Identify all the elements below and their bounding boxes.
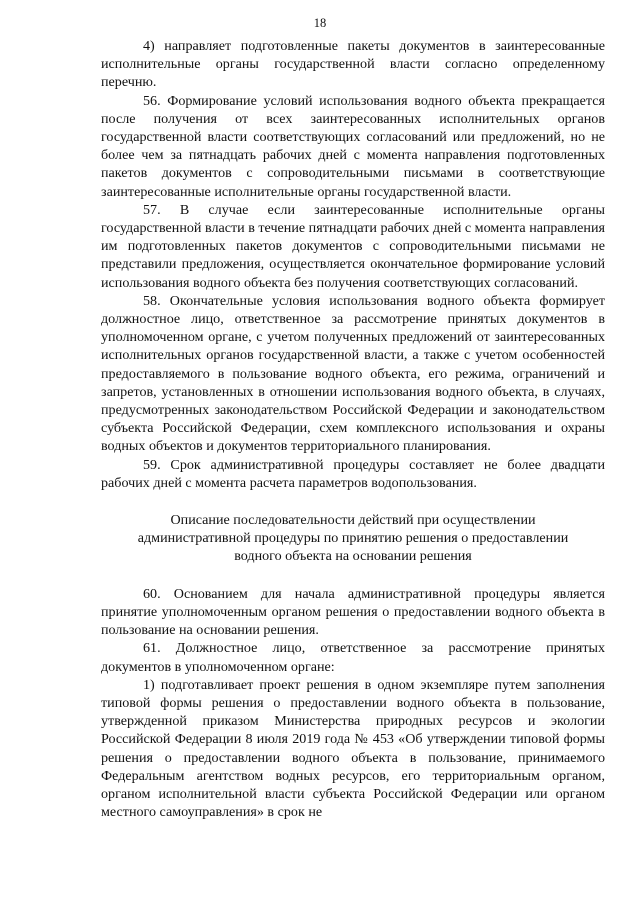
section-heading-line-3: водного объекта на основании решения (234, 548, 472, 565)
section-heading (101, 511, 605, 566)
paragraph-59: 59. Срок административной процедуры составляет не более двадцати рабочих дней с момента расчета параметров водопользования. (101, 456, 605, 491)
section-heading-line-1: Описание последовательности действий при осуществлении (170, 512, 536, 529)
document-body (101, 37, 605, 821)
paragraph-60: 60. Основанием для начала административной процедуры является принятие уполномоченным органом решения о предоставлении водного объекта в пользование на основании решения. (101, 585, 605, 639)
paragraph-61: 61. Должностное лицо, ответственное за рассмотрение принятых документов в уполномоченном органе: (101, 640, 605, 675)
paragraph-56: 56. Формирование условий использования водного объекта прекращается после получения от всех заинтересованных исполнительных органов государственной власти соответствующих согласований или предложений, но не более чем за пятнадцать рабочих дней с момента направления подготовленных пакетов документов с сопроводительными письмами в соответствующие заинтересованные исполнительные органы государственной власти. (101, 92, 605, 200)
paragraph-58: 58. Окончательные условия использования водного объекта формирует должностное лицо, ответственное за рассмотрение принятых документов в уполномоченном органе, с учетом полученных предложений от заинтересованных исполнительных органов государственной власти, а также с учетом особенностей предоставляемого в пользование водного объекта, его режима, ограничений и запретов, установленных в отношении использования водного объекта, в случаях, предусмотренных законодательством Российской Федерации и законодательством субъекта Российской Федерации, схем комплексного использования и охраны водных объектов и документов территориального планирования. (101, 292, 605, 455)
page-number: 18 (313, 16, 327, 30)
list-item-4: 4) направляет подготовленные пакеты документов в заинтересованные исполнительные органы государственной власти согласно определенному перечню. (101, 38, 605, 91)
list-item-1: 1) подготавливает проект решения в одном экземпляре путем заполнения типовой формы решения о предоставлении водного объекта в пользование, утвержденной приказом Министерства природных ресурсов и экологии Российской Федерации 8 июля 2019 года № 453 «Об утверждении типовой формы решения о предоставлении водного объекта в пользование, принимаемого Федеральным агентством водных ресурсов, его территориальным органом, органом исполнительной власти субъекта Российской Федерации или органом местного самоуправления» в срок не (101, 676, 605, 821)
paragraph-57: 57. В случае если заинтересованные исполнительные органы государственной власти в течение пятнадцати рабочих дней с момента направления им подготовленных пакетов документов с сопроводительными письмами не представили предложения, осуществляется окончательное формирование условий использования водного объекта без получения соответствующих согласований. (101, 201, 605, 291)
section-heading-line-2: административной процедуры по принятию решения о предоставлении (137, 530, 569, 547)
